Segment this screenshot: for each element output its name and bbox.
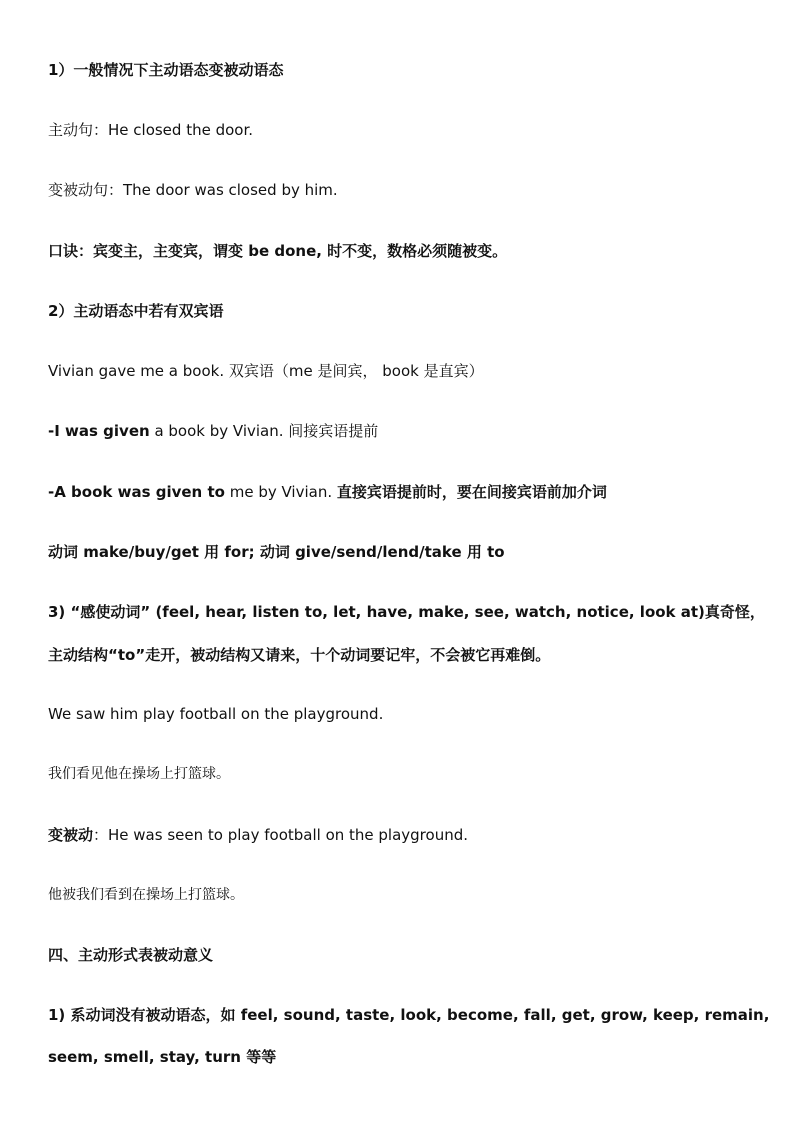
indirect-object-passive-emphasis: -I was given xyxy=(48,422,150,440)
direct-object-passive xyxy=(48,482,764,502)
rule-mnemonic: 口诀：宾变主，主变宾，谓变 be done, 时不变，数格必须随被变。 xyxy=(48,242,508,260)
passive-sentence-example: 变被动句：The door was closed by him. xyxy=(48,181,338,199)
indirect-object-passive-rest: a book by Vivian. 间接宾语提前 xyxy=(149,422,379,440)
direct-object-passive-emphasis: -A book was given to xyxy=(48,483,225,501)
passive-sentence: ：He was seen to play football on the playground. xyxy=(93,826,469,844)
linking-verb-rule-continued: seem, smell, stay, turn 等等 xyxy=(48,1048,277,1066)
direct-object-passive-note: 直接宾语提前时，要在间接宾语前加介词 xyxy=(336,483,607,501)
passive-label: 变被动 xyxy=(48,826,94,844)
indirect-object-passive xyxy=(48,421,764,441)
section-heading-1: 1）一般情况下主动语态变被动语态 xyxy=(48,61,284,79)
direct-object-passive-rest: me by Vivian. xyxy=(224,483,337,501)
section-heading-2: 2）主动语态中若有双宾语 xyxy=(48,302,224,320)
perception-verb-translation: 我们看见他在操场上打篮球。 xyxy=(48,766,230,782)
section-heading-4: 四、主动形式表被动意义 xyxy=(48,946,214,964)
passive-translation: 他被我们看到在操场上打篮球。 xyxy=(48,887,244,903)
section-3-mnemonic: 主动结构“to”走开，被动结构又请来，十个动词要记牢，不会被它再难倒。 xyxy=(48,646,551,664)
linking-verb-rule: 1) 系动词没有被动语态，如 feel, sound, taste, look, become, fall, get, grow, keep, remain, xyxy=(48,1006,770,1024)
preposition-rule: 动词 make/buy/get 用 for; 动词 give/send/lend/take 用 to xyxy=(48,543,505,561)
active-sentence-example: 主动句：He closed the door. xyxy=(48,121,254,139)
double-object-example: Vivian gave me a book. 双宾语（me 是间宾， book 是直宾） xyxy=(48,362,484,380)
perception-verb-example: We saw him play football on the playground. xyxy=(48,705,384,723)
perception-verb-passive xyxy=(48,825,764,845)
section-heading-3: 3) “感使动词” (feel, hear, listen to, let, have, make, see, watch, notice, look at)真奇怪， xyxy=(48,603,765,621)
